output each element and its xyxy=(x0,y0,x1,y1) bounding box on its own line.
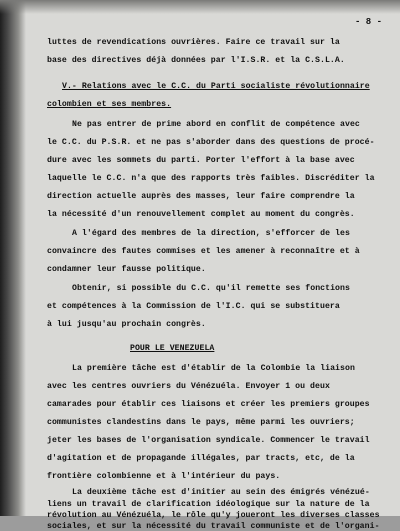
text-line: la nécessité d'un renouvellement complet au moment du congrès. xyxy=(47,210,355,219)
text-line: d'agitation et de propagande illégales, par tracts, etc, de la xyxy=(47,454,355,463)
text-line: jeter les bases de l'organisation syndicale. Commencer le travail xyxy=(47,436,370,445)
text-line: liens un travail de clarification idéologique sur la nature de la xyxy=(47,500,370,509)
page-number: - 8 - xyxy=(355,17,383,27)
text-line: dure avec les sommets du parti. Porter l'effort à la base avec xyxy=(47,156,355,165)
section-heading-line: V.- Relations avec le C.C. du Parti socialiste révolutionnaire xyxy=(62,82,370,91)
text-line: frontière colombienne et à l'intérieur du pays. xyxy=(47,472,281,481)
text-line: Ne pas entrer de prime abord en conflit de compétence avec xyxy=(72,120,360,129)
text-line: condamner leur fausse politique. xyxy=(47,265,206,274)
text-line: révolution au Vénézuéla, le rôle qu'y joueront les diverses classes xyxy=(47,511,380,520)
text-line: base des directives déjà données par l'I.S.R. et la C.S.L.A. xyxy=(47,56,345,65)
text-line: convaincre des fautes commises et les amener à reconnaître et à xyxy=(47,247,360,256)
text-line: La deuxième tâche est d'initier au sein des émigrés vénézué- xyxy=(72,488,370,497)
text-line: La première tâche est d'établir de la Colombie la liaison xyxy=(72,364,355,373)
text-line: A l'égard des membres de la direction, s'efforcer de les xyxy=(72,229,350,238)
text-line: à lui jusqu'au prochain congrès. xyxy=(47,320,206,329)
text-line: luttes de revendications ouvrières. Faire ce travail sur la xyxy=(47,38,340,47)
text-line: communistes clandestins dans le pays, même parmi les ouvriers; xyxy=(47,418,355,427)
text-line: camarades pour établir ces liaisons et créer les premiers groupes xyxy=(47,400,370,409)
text-line: et compétences à la Commission de l'I.C. qui se substituera xyxy=(47,302,340,311)
text-line: direction actuelle auprès des masses, leur faire comprendre la xyxy=(47,192,355,201)
text-line: Obtenir, si possible du C.C. qu'il remette ses fonctions xyxy=(72,284,350,293)
text-line: le C.C. du P.S.R. et ne pas s'aborder dans des questions de procé- xyxy=(47,138,375,147)
text-line: sociales, et sur la nécessité du travail communiste et de l'organi- xyxy=(47,522,380,531)
section-heading-line: colombien et ses membres. xyxy=(47,100,172,109)
text-line: laquelle le C.C. n'a que des rapports très faibles. Discréditer la xyxy=(47,174,375,183)
text-line: avec les centres ouvriers du Vénézuéla. Envoyer 1 ou deux xyxy=(47,382,330,391)
section-title-venezuela: POUR LE VENEZUELA xyxy=(130,344,215,353)
scan-top-shadow xyxy=(0,0,400,14)
scan-edge-shadow xyxy=(0,0,26,516)
